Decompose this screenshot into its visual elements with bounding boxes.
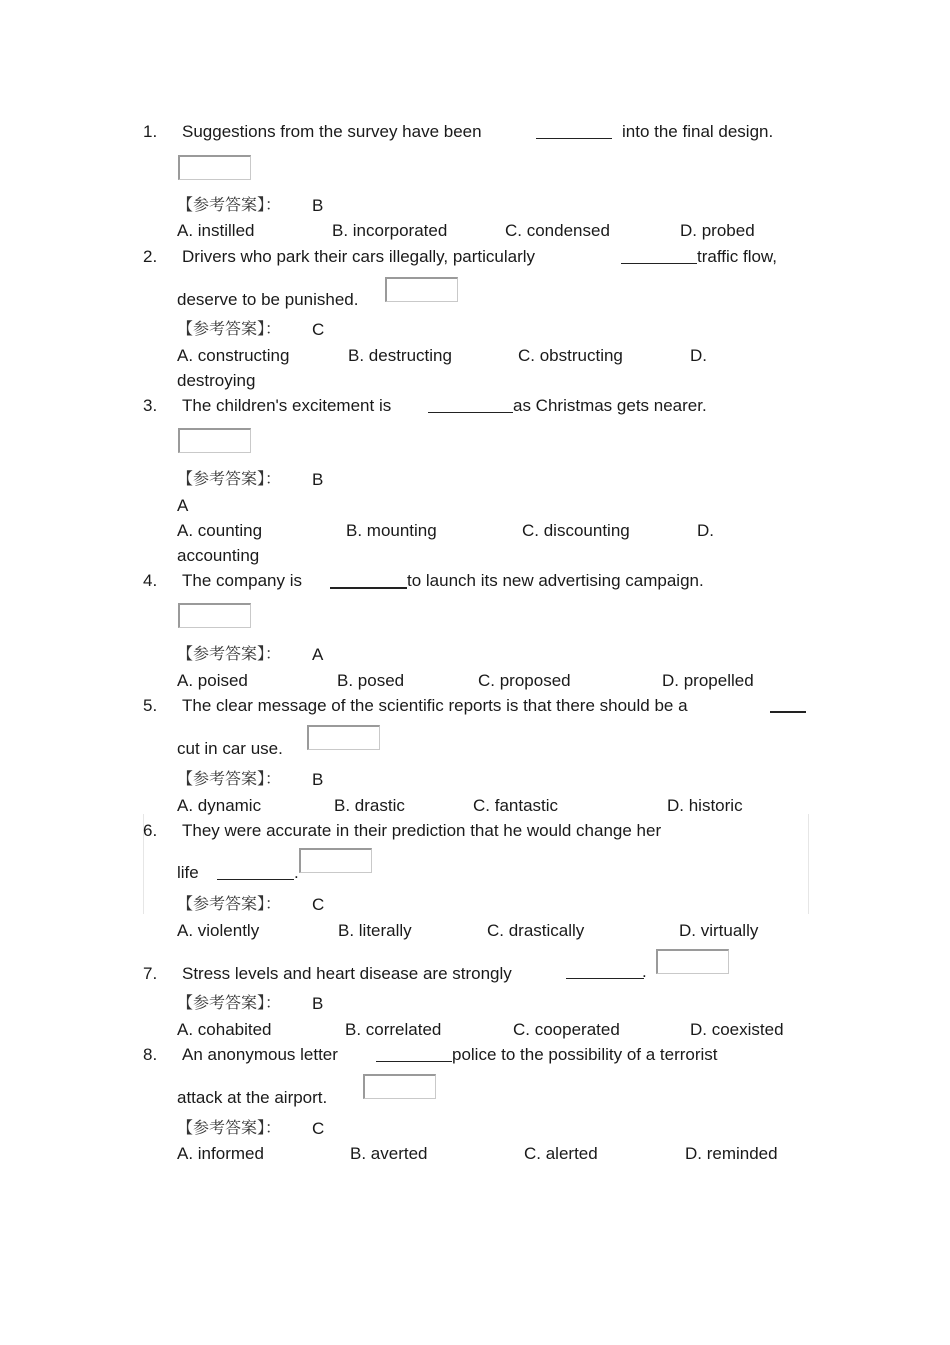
answer-blank	[566, 978, 644, 979]
answer-label: 【参考答案】：	[177, 195, 282, 214]
question-stem: Drivers who park their cars illegally, particularly	[182, 247, 536, 266]
question-stem: life	[177, 863, 199, 882]
question-number: 4.	[143, 571, 158, 590]
correct-answer: C	[312, 1119, 325, 1138]
question-stem: into the final design.	[622, 122, 774, 141]
option-d: D. reminded	[685, 1144, 778, 1163]
option-a: A. dynamic	[177, 796, 262, 815]
option-b: B. correlated	[345, 1020, 442, 1039]
question-stem: They were accurate in their prediction that he would change her	[182, 821, 662, 840]
option-c: C. cooperated	[513, 1020, 620, 1039]
correct-answer: C	[312, 320, 325, 339]
option-b: B. averted	[350, 1144, 428, 1163]
stray-text: A	[177, 496, 189, 515]
question-stem: The clear message of the scientific reports is that there should be a	[182, 696, 688, 715]
option-c: C. condensed	[505, 221, 610, 240]
option-a: A. cohabited	[177, 1020, 272, 1039]
option-d: D.	[697, 521, 714, 540]
answer-label: 【参考答案】：	[177, 894, 282, 913]
option-d-text: destroying	[177, 371, 256, 390]
question-stem: attack at the airport.	[177, 1088, 328, 1107]
question-stem: to launch its new advertising campaign.	[407, 571, 704, 590]
option-c: C. drastically	[487, 921, 585, 940]
correct-answer: B	[312, 770, 324, 789]
option-d: D. virtually	[679, 921, 759, 940]
answer-input-box[interactable]	[178, 603, 251, 628]
option-a: A. informed	[177, 1144, 264, 1163]
option-b: B. destructing	[348, 346, 452, 365]
question-stem: An anonymous letter	[182, 1045, 338, 1064]
answer-blank	[770, 711, 806, 713]
answer-label: 【参考答案】：	[177, 1118, 282, 1137]
question-stem: .	[642, 962, 647, 981]
option-a: A. counting	[177, 521, 263, 540]
option-a: A. violently	[177, 921, 260, 940]
option-c: C. discounting	[522, 521, 630, 540]
option-c: C. alerted	[524, 1144, 598, 1163]
question-stem: The children's excitement is	[182, 396, 392, 415]
question-number: 8.	[143, 1045, 158, 1064]
question-stem: .	[294, 863, 299, 882]
answer-label: 【参考答案】：	[177, 993, 282, 1012]
option-b: B. drastic	[334, 796, 405, 815]
answer-blank	[536, 138, 612, 139]
option-d: D. historic	[667, 796, 743, 815]
question-stem: cut in car use.	[177, 739, 283, 758]
answer-blank	[376, 1061, 452, 1062]
option-c: C. proposed	[478, 671, 571, 690]
question-stem: deserve to be punished.	[177, 290, 359, 309]
question-number: 1.	[143, 122, 158, 141]
correct-answer: A	[312, 645, 324, 664]
correct-answer: B	[312, 994, 324, 1013]
answer-input-box[interactable]	[656, 949, 729, 974]
option-b: B. incorporated	[332, 221, 448, 240]
option-c: C. fantastic	[473, 796, 559, 815]
option-d: D. coexisted	[690, 1020, 784, 1039]
question-stem: as Christmas gets nearer.	[513, 396, 707, 415]
option-b: B. mounting	[346, 521, 437, 540]
question-stem: Stress levels and heart disease are strongly	[182, 964, 512, 983]
option-b: B. literally	[338, 921, 412, 940]
answer-label: 【参考答案】：	[177, 769, 282, 788]
option-d: D. probed	[680, 221, 755, 240]
correct-answer: B	[312, 470, 324, 489]
answer-input-box[interactable]	[178, 155, 251, 180]
answer-blank	[428, 412, 513, 413]
answer-input-box[interactable]	[385, 277, 458, 302]
question-stem: traffic flow,	[697, 247, 777, 266]
option-a: A. constructing	[177, 346, 290, 365]
option-d: D. propelled	[662, 671, 754, 690]
answer-label: 【参考答案】：	[177, 644, 282, 663]
answer-input-box[interactable]	[363, 1074, 436, 1099]
option-b: B. posed	[337, 671, 405, 690]
answer-input-box[interactable]	[178, 428, 251, 453]
question-number: 2.	[143, 247, 158, 266]
correct-answer: C	[312, 895, 325, 914]
question-number: 6.	[143, 821, 158, 840]
answer-label: 【参考答案】：	[177, 469, 282, 488]
question-number: 5.	[143, 696, 158, 715]
answer-label: 【参考答案】：	[177, 319, 282, 338]
question-stem: The company is	[182, 571, 302, 590]
option-a: A. poised	[177, 671, 248, 690]
question-number: 7.	[143, 964, 158, 983]
option-d-text: accounting	[177, 546, 260, 565]
option-d: D.	[690, 346, 707, 365]
option-a: A. instilled	[177, 221, 255, 240]
answer-blank	[217, 879, 294, 880]
answer-input-box[interactable]	[299, 848, 372, 873]
question-stem: police to the possibility of a terrorist	[452, 1045, 718, 1064]
answer-blank	[330, 587, 407, 589]
question-number: 3.	[143, 396, 158, 415]
question-stem: Suggestions from the survey have been	[182, 122, 482, 141]
option-c: C. obstructing	[518, 346, 623, 365]
answer-input-box[interactable]	[307, 725, 380, 750]
answer-blank	[621, 263, 697, 264]
correct-answer: B	[312, 196, 324, 215]
